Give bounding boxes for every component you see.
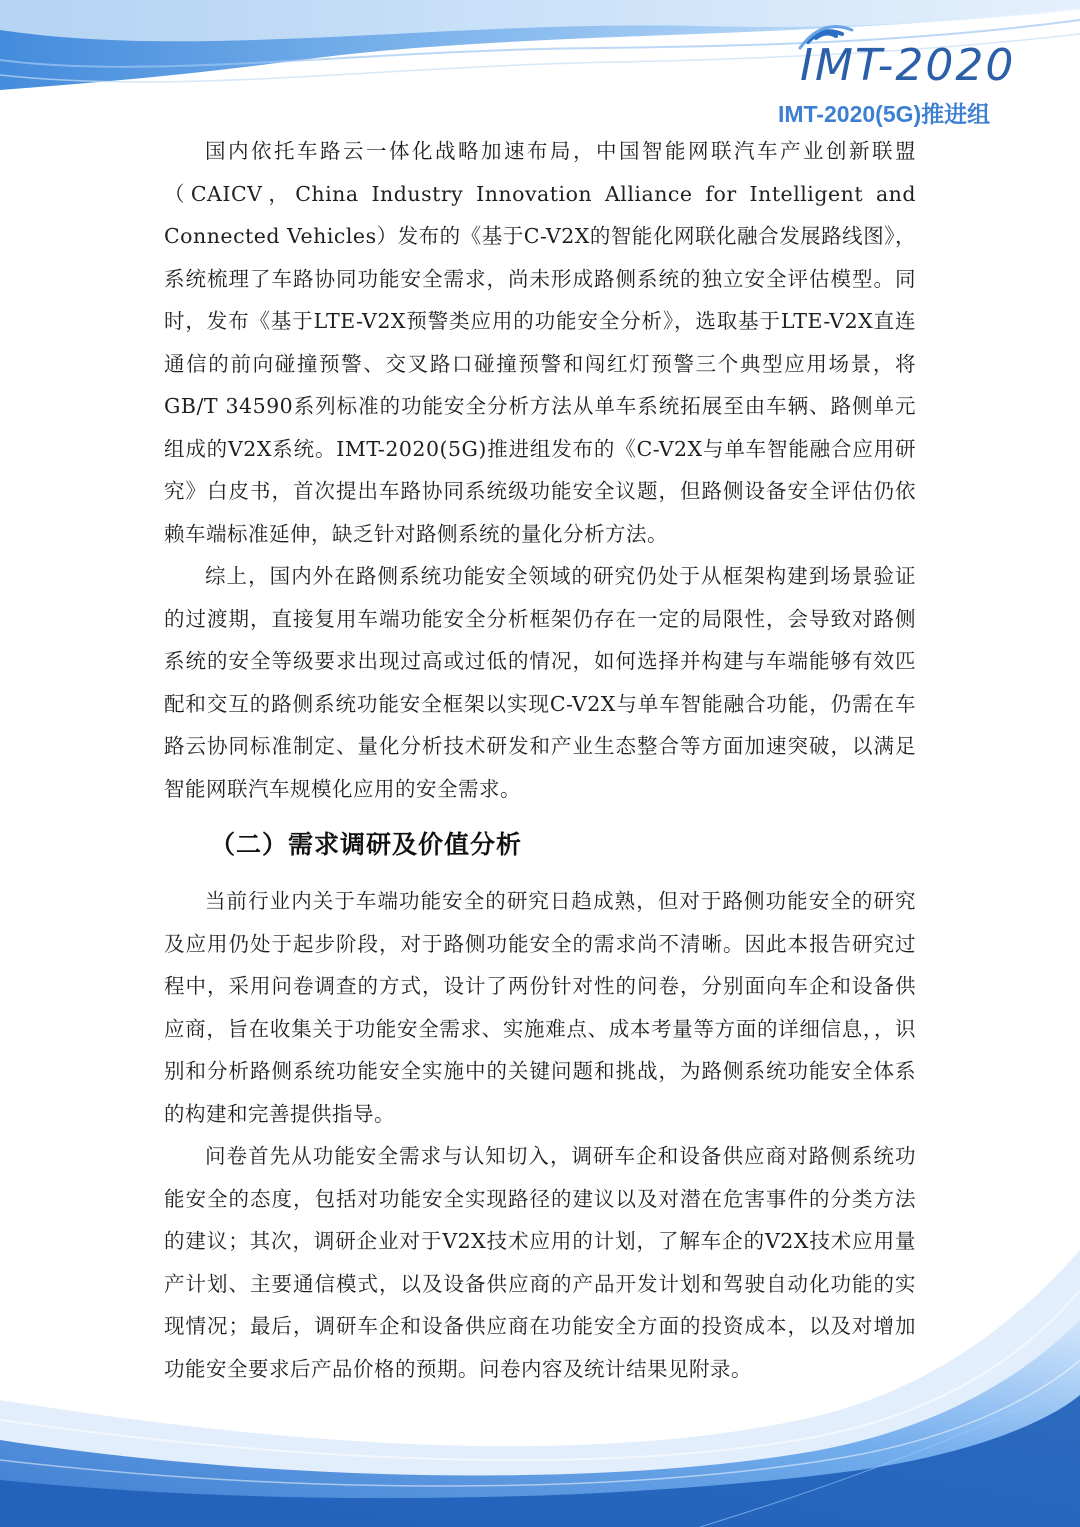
- section-heading: （二）需求调研及价值分析: [210, 830, 523, 859]
- paragraph-domestic-research: 国内依托车路云一体化战略加速布局，中国智能网联汽车产业创新联盟（CAICV，China Industry Innovation Alliance for Intelligent and Connected Vehicles）发布的《基于C-V2X的智能化网联化融合发展路线图》，系统梳理了车路协同功能安全需求，尚未形成路侧系统的独立安全评估模型。同时，发布《基于LTE-V2X预警类应用的功能安全分析》，选取基于LTE-V2X直连通信的前向碰撞预警、交叉路口碰撞预警和闯红灯预警三个典型应用场景，将GB/T 34590系列标准的功能安全分析方法从单车系统拓展至由车辆、路侧单元组成的V2X系统。IMT-2020(5G)推进组发布的《C-V2X与单车智能融合应用研究》白皮书，首次提出车路协同系统级功能安全议题，但路侧设备安全评估仍依赖车端标准延伸，缺乏针对路侧系统的量化分析方法。: [164, 139, 916, 546]
- organization-name: IMT-2020(5G)推进组: [778, 101, 991, 127]
- document-body: [164, 130, 916, 1390]
- paragraph-survey-background: 当前行业内关于车端功能安全的研究日趋成熟，但对于路侧功能安全的研究及应用仍处于起步阶段，对于路侧功能安全的需求尚不清晰。因此本报告研究过程中，采用问卷调查的方式，设计了两份针对性的问卷，分别面向车企和设备供应商，旨在收集关于功能安全需求、实施难点、成本考量等方面的详细信息，，识别和分析路侧系统功能安全实施中的关键问题和挑战，为路侧系统功能安全体系的构建和完善提供指导。: [164, 889, 916, 1126]
- logo-wordmark: IMT-2020: [800, 40, 1016, 91]
- paragraph-summary: 综上，国内外在路侧系统功能安全领域的研究仍处于从框架构建到场景验证的过渡期，直接复用车端功能安全分析框架仍存在一定的局限性，会导致对路侧系统的安全等级要求出现过高或过低的情况，如何选择并构建与车端能够有效匹配和交互的路侧系统功能安全框架以实现C-V2X与单车智能融合功能，仍需在车路云协同标准制定、量化分析技术研发和产业生态整合等方面加速突破，以满足智能网联汽车规模化应用的安全需求。: [164, 564, 916, 801]
- paragraph-survey-content: 问卷首先从功能安全需求与认知切入，调研车企和设备供应商对路侧系统功能安全的态度，包括对功能安全实现路径的建议以及对潜在危害事件的分类方法的建议；其次，调研企业对于V2X技术应用的计划，了解车企的V2X技术应用量产计划、主要通信模式，以及设备供应商的产品开发计划和驾驶自动化功能的实现情况；最后，调研车企和设备供应商在功能安全方面的投资成本，以及对增加功能安全要求后产品价格的预期。问卷内容及统计结果见附录。: [164, 1144, 916, 1381]
